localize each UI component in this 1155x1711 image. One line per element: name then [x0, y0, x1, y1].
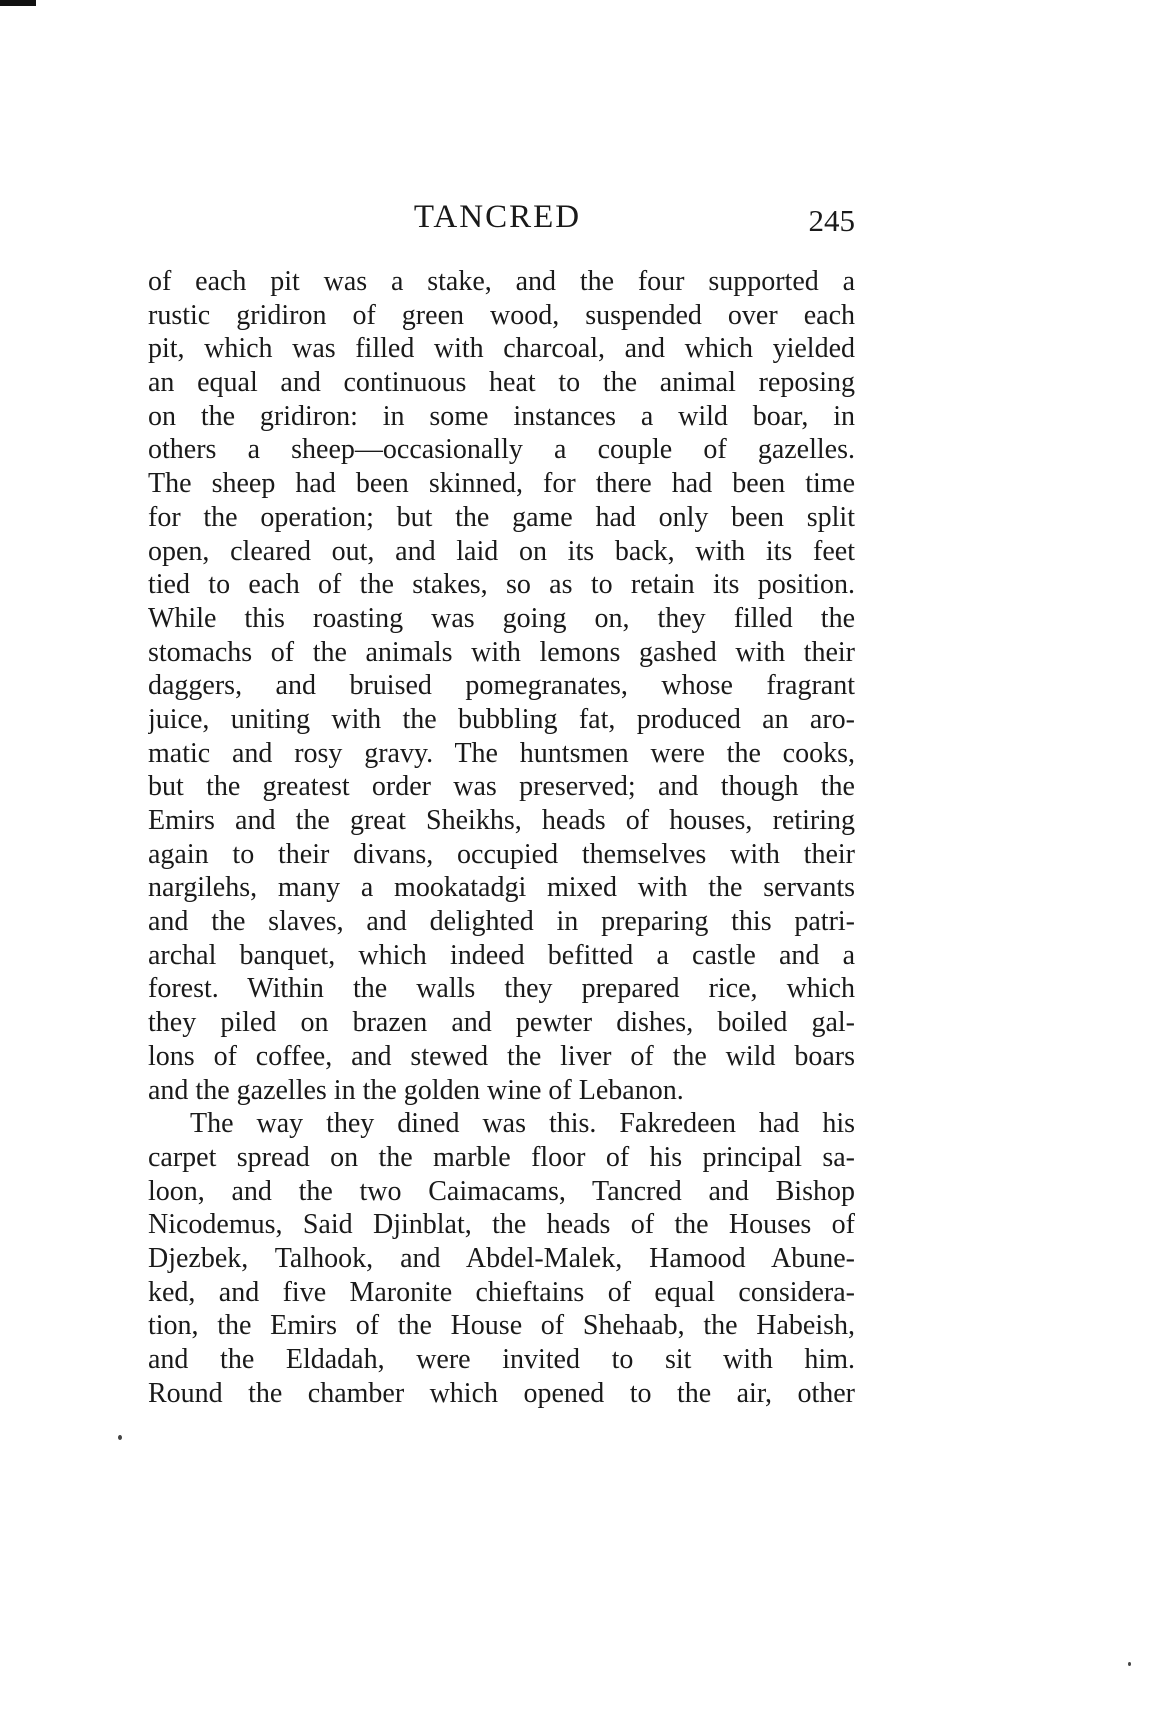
text-line: they piled on brazen and pewter dishes, boiled gal-: [148, 1007, 855, 1039]
text-line: but the greatest order was preserved; and though the: [148, 771, 855, 803]
scan-speck: [1128, 1662, 1131, 1666]
text-line: daggers, and bruised pomegranates, whose fragrant: [148, 670, 855, 702]
text-line: stomachs of the animals with lemons gashed with their: [148, 636, 855, 668]
text-line: Djezbek, Talhook, and Abdel-Malek, Hamood Abune-: [148, 1242, 855, 1274]
text-line: open, cleared out, and laid on its back, with its feet: [148, 535, 855, 567]
text-line: on the gridiron: in some instances a wild boar, in: [148, 400, 855, 432]
text-line: Nicodemus, Said Djinblat, the heads of the Houses of: [148, 1209, 855, 1241]
text-line: archal banquet, which indeed befitted a castle and a: [148, 939, 855, 971]
text-line: and the gazelles in the golden wine of Lebanon.: [148, 1074, 684, 1106]
text-line: again to their divans, occupied themselves with their: [148, 838, 855, 870]
text-line: lons of coffee, and stewed the liver of the wild boars: [148, 1040, 855, 1072]
text-line: pit, which was filled with charcoal, and which yielded: [148, 333, 855, 365]
text-line: loon, and the two Caimacams, Tancred and Bishop: [148, 1175, 855, 1207]
text-line: others a sheep—occasionally a couple of gazelles.: [148, 434, 855, 466]
text-line: an equal and continuous heat to the animal reposing: [148, 367, 855, 399]
text-line: for the operation; but the game had only been split: [148, 501, 855, 533]
text-line: tion, the Emirs of the House of Shehaab, the Habeish,: [148, 1310, 855, 1342]
text-line: matic and rosy gravy. The huntsmen were the cooks,: [148, 737, 855, 769]
running-head: [140, 195, 855, 243]
text-line: carpet spread on the marble floor of his principal sa-: [148, 1141, 855, 1173]
text-line: nargilehs, many a mookatadgi mixed with the servants: [148, 872, 855, 904]
text-line: forest. Within the walls they prepared rice, which: [148, 973, 855, 1005]
text-line: and the slaves, and delighted in preparing this patri-: [148, 906, 855, 938]
page-number: 245: [808, 203, 855, 238]
text-line: Emirs and the great Sheikhs, heads of houses, retiring: [148, 805, 855, 836]
text-line: and the Eldadah, were invited to sit with him.: [148, 1344, 855, 1375]
text-line: The sheep had been skinned, for there had been time: [148, 468, 855, 500]
text-line: of each pit was a stake, and the four supported a: [148, 266, 855, 297]
scan-corner-mark: [0, 0, 36, 6]
text-line: tied to each of the stakes, so as to retain its position.: [148, 569, 855, 601]
running-title: TANCRED: [413, 199, 582, 235]
text-line: The way they dined was this. Fakredeen had his: [190, 1108, 855, 1140]
text-line: Round the chamber which opened to the air, other: [148, 1377, 855, 1409]
text-line: juice, uniting with the bubbling fat, produced an aro-: [148, 703, 855, 735]
text-line: rustic gridiron of green wood, suspended over each: [148, 299, 855, 331]
scan-speck: [118, 1435, 122, 1440]
text-line: While this roasting was going on, they filled the: [148, 602, 855, 634]
text-line: ked, and five Maronite chieftains of equal considera-: [148, 1276, 855, 1308]
body-text: [148, 265, 855, 1410]
